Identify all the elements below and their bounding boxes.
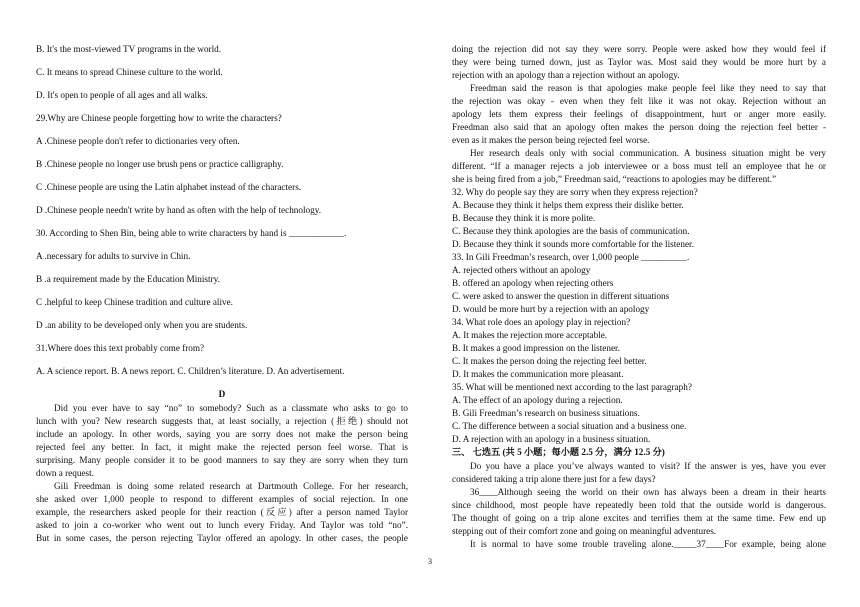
passage-line: Her research deals only with social communication. A business situation might be very bbox=[470, 148, 826, 158]
question-32: 32. Why do people say they are sorry when they express rejection? bbox=[452, 187, 698, 197]
passage-line: But in some cases, the person rejecting Taylor offered an apology. In other cases, the people bbox=[36, 533, 408, 543]
option-line: A. Because they think it helps them express their dislike better. bbox=[452, 200, 684, 210]
option-line: A .Chinese people don't refer to dictionaries very often. bbox=[36, 136, 240, 146]
passage-line: lunch with you? New research suggests that, at least socially, a rejection (拒绝) should not bbox=[36, 416, 408, 426]
passage-line: It is normal to have some trouble traveling alone._____37____For example, being alone bbox=[470, 539, 826, 549]
option-line: A .necessary for adults to survive in Chin. bbox=[36, 251, 191, 261]
option-line: C. Because they think apologies are the basis of communication. bbox=[452, 226, 690, 236]
option-line: B. It's the most-viewed TV programs in the world. bbox=[36, 44, 222, 54]
option-line: D. It's open to people of all ages and all walks. bbox=[36, 90, 208, 100]
passage-line: example, the researchers asked people for their reaction (反应) after a person named Taylor bbox=[36, 507, 408, 517]
option-line: B. offered an apology when rejecting others bbox=[452, 278, 614, 288]
passage-line: Do you have a place you’ve always wanted to visit? If the answer is yes, have you ever bbox=[470, 461, 826, 471]
question-29: 29.Why are Chinese people forgetting how to write the characters? bbox=[36, 113, 282, 123]
question-31: 31.Where does this text probably come from? bbox=[36, 343, 205, 353]
passage-line: considered taking a trip alone there just for a few days? bbox=[452, 474, 656, 484]
option-line: C .helpful to keep Chinese tradition and culture alive. bbox=[36, 297, 233, 307]
option-line: B. Gili Freedman’s research on business situations. bbox=[452, 408, 640, 418]
passage-line: since childhood, most people have repeatedly been told that the outside world is dangerous. bbox=[452, 500, 826, 510]
passage-line: down a request. bbox=[36, 468, 94, 478]
option-line: B. It makes a good impression on the listener. bbox=[452, 343, 620, 353]
passage-line: she asked over 1,000 people to respond to different examples of social rejection. In one bbox=[36, 494, 408, 504]
question-35: 35. What will be mentioned next according to the last paragraph? bbox=[452, 382, 692, 392]
option-line: C. were asked to answer the question in different situations bbox=[452, 291, 670, 301]
question-33: 33. In Gili Freedman’s research, over 1,000 people __________. bbox=[452, 252, 690, 262]
passage-line: apology lets them express their feelings of disappointment, hurt or anger more easily. bbox=[452, 109, 826, 119]
passage-line: rejected feel any better. In fact, it might make the rejected person feel worse. That is bbox=[36, 442, 408, 452]
option-line: D. It makes the communication more pleasant. bbox=[452, 369, 624, 379]
passage-line: include an apology. In other words, saying you are sorry does not make the person being bbox=[36, 429, 408, 439]
option-line: C. It makes the person doing the rejecting feel better. bbox=[452, 356, 647, 366]
passage-line: 36____Although seeing the world on their own has always been a dream in their hearts bbox=[470, 487, 826, 497]
option-line: C. The difference between a social situation and a business one. bbox=[452, 421, 687, 431]
option-line: D .an ability to be developed only when you are students. bbox=[36, 320, 248, 330]
passage-line: different. “If a manager rejects a job interviewee or a boss must tell an employee that he or bbox=[452, 161, 826, 171]
passage-line: even as it makes the person being rejected feel worse. bbox=[452, 135, 650, 145]
passage-line: doing the rejection did not say they were sorry. People were asked how they would feel if bbox=[452, 44, 826, 54]
option-line: A. rejected others without an apology bbox=[452, 265, 591, 275]
passage-line: surprising. Many people consider it to be good manners to say they are sorry when they turn bbox=[36, 455, 408, 465]
passage-line: asked to join a co-worker who went out to lunch every Friday. And Taylor was told “no”. bbox=[36, 520, 408, 530]
option-line: D. A rejection with an apology in a business situation. bbox=[452, 434, 651, 444]
option-line: A. The effect of an apology during a rejection. bbox=[452, 395, 623, 405]
passage-line: she is being fired from a job,” Freedman said, “reactions to apologies may be different.” bbox=[452, 174, 777, 184]
option-line: D. Because they think it sounds more comfortable for the listener. bbox=[452, 239, 694, 249]
passage-line: they were being turned down, just as Taylor was. Most said they would be more hurt by a bbox=[452, 57, 826, 67]
passage-line: The thought of going on a trip alone excites and terrifies them at the same time. Few end up bbox=[452, 513, 826, 523]
option-line: D. would be more hurt by a rejection with an apology bbox=[452, 304, 650, 314]
page-number: 3 bbox=[428, 557, 432, 566]
passage-line: Gili Freedman is doing some related research at Dartmouth College. For her research, bbox=[54, 481, 408, 491]
passage-line: Freedman also said that an apology often makes the person doing the rejection feel better - bbox=[452, 122, 826, 132]
option-line: C. It means to spread Chinese culture to the world. bbox=[36, 67, 223, 77]
passage-line: stepping out of their comfort zone and going on meaningful adventures. bbox=[452, 526, 717, 536]
question-34: 34. What role does an apology play in rejection? bbox=[452, 317, 631, 327]
section-heading-3: 三、 七选五 (共 5 小题；每小题 2.5 分，满分 12.5 分) bbox=[452, 447, 665, 457]
option-line: A. It makes the rejection more acceptable. bbox=[452, 330, 608, 340]
passage-line: Freedman said the reason is that apologies make people feel like they need to say that bbox=[470, 83, 826, 93]
option-line: B. Because they think it is more polite. bbox=[452, 213, 596, 223]
option-line: D .Chinese people needn't write by hand as often with the help of technology. bbox=[36, 205, 322, 215]
passage-line: rejection with an apology than a rejection without an apology. bbox=[452, 70, 680, 80]
question-30: 30. According to Shen Bin, being able to write characters by hand is ____________. bbox=[36, 228, 347, 238]
passage-line: Did you ever have to say “no” to somebody? Such as a classmate who asks to go to bbox=[54, 403, 408, 413]
option-line: A. A science report. B. A news report. C. Children’s literature. D. An advertisement. bbox=[36, 366, 345, 376]
passage-line: the rejection was okay - even when they felt like it was not okay. Rejection without an bbox=[452, 96, 826, 106]
section-heading-d: D bbox=[218, 389, 226, 399]
option-line: C .Chinese people are using the Latin alphabet instead of the characters. bbox=[36, 182, 302, 192]
option-line: B .Chinese people no longer use brush pens or practice calligraphy. bbox=[36, 159, 284, 169]
option-line: B .a requirement made by the Education Ministry. bbox=[36, 274, 220, 284]
